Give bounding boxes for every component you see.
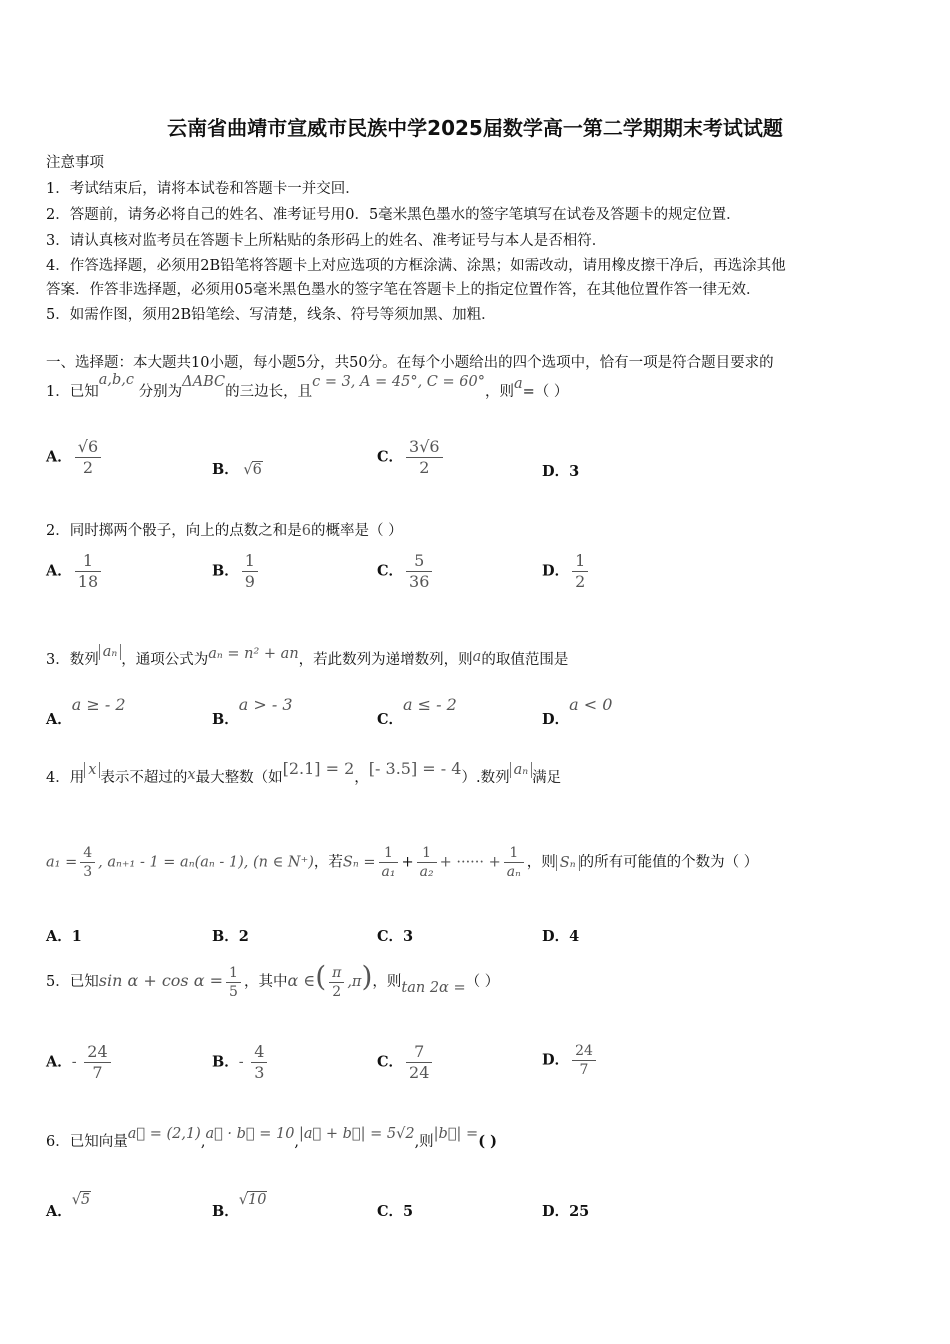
question-4: 4．用 x 表示不超过的x最大整数（如[2.1] = 2，[- 3.5] = - 4）.数列 aₙ 满足 <box>46 759 562 786</box>
q3-option-d[interactable]: D．a < 0 <box>542 695 613 728</box>
question-4-formula: a₁ = $\frac{4}{3}$ , aₙ₊₁ - 1 = aₙ(aₙ - 1), (n ∈ N⁺)，若Sₙ = $\frac{1}{\text{a₁}}$ + $\frac{1}{\text{a₂}}$ + ······ + $\frac{1}{\text{aₙ}}$ ，则 Sₙ 的所有可能值的个数为（ ） <box>46 845 759 880</box>
q3-option-b[interactable]: B．a > - 3 <box>212 695 293 728</box>
notice-item: 4．作答选择题，必须用2B铅笔将答题卡上对应选项的方框涂满、涂黑；如需改动，请用橡皮擦干净后，再选涂其他 <box>46 258 786 274</box>
q5-option-d[interactable]: D． $\frac{24}{7}$ <box>542 1042 599 1079</box>
q2-option-c[interactable]: C． $\frac{5}{36}$ <box>377 551 435 592</box>
q5-option-a[interactable]: A．- $\frac{24}{7}$ <box>46 1042 114 1083</box>
section-heading: 一、选择题：本大题共10小题，每小题5分，共50分。在每个小题给出的四个选项中，恰有一项是符合题目要求的 <box>46 355 774 371</box>
q1-option-b[interactable]: B． √6 <box>212 461 262 478</box>
q6-option-c[interactable]: C．5 <box>377 1203 414 1220</box>
question-5: 5．已知sin α + cos α = $\frac{1}{5}$ ，其中α ∈( $\frac{\pi}{2}$ ,π)，则tan 2α =（ ） <box>46 960 500 1000</box>
q4-option-b[interactable]: B．2 <box>212 928 249 945</box>
notice-item: 5．如需作图，须用2B铅笔绘、写清楚，线条、符号等须加黑、加粗． <box>46 307 496 323</box>
q1-option-a[interactable]: A． $\frac{√6}{2}$ <box>46 437 104 478</box>
q2-option-b[interactable]: B． $\frac{1}{9}$ <box>212 551 261 592</box>
q6-option-b[interactable]: B．√10 <box>212 1192 267 1220</box>
q3-option-c[interactable]: C．a ≤ - 2 <box>377 695 457 728</box>
q6-option-a[interactable]: A．√5 <box>46 1192 91 1220</box>
question-3: 3．数列 aₙ ，通项公式为aₙ = n² + an，若此数列为递增数列，则a的取值范围是 <box>46 644 569 668</box>
q4-option-c[interactable]: C．3 <box>377 928 414 945</box>
q1-option-c[interactable]: C． $\frac{3√6}{2}$ <box>377 437 446 478</box>
question-2: 2．同时掷两个骰子，向上的点数之和是6的概率是（ ） <box>46 523 403 539</box>
q5-option-b[interactable]: B．- $\frac{4}{3}$ <box>212 1042 270 1083</box>
q2-option-d[interactable]: D． $\frac{1}{2}$ <box>542 551 591 592</box>
notice-item: 3．请认真核对监考员在答题卡上所粘贴的条形码上的姓名、准考证号与本人是否相符． <box>46 233 607 249</box>
q6-option-d[interactable]: D．25 <box>542 1203 590 1220</box>
q5-option-c[interactable]: C． $\frac{7}{24}$ <box>377 1042 435 1083</box>
q1-option-d[interactable]: D．3 <box>542 463 580 480</box>
question-1: 1．已知a,b,c 分别为ΔABC的三边长，且c = 3, A = 45°, C = 60°，则a=（ ） <box>46 372 569 400</box>
notice-item: 2．答题前，请务必将自己的姓名、准考证号用0．5毫米黑色墨水的签字笔填写在试卷及答题卡的规定位置． <box>46 207 741 223</box>
page-title: 云南省曲靖市宣威市民族中学2025届数学高一第二学期期末考试试题 <box>167 116 783 140</box>
question-6: 6．已知向量a⃗ = (2,1),a⃗ · b⃗ = 10,|a⃗ + b⃗| = 5√2,则|b⃗| =( ) <box>46 1126 497 1150</box>
q4-option-d[interactable]: D．4 <box>542 928 580 945</box>
q3-option-a[interactable]: A．a ≥ - 2 <box>46 695 126 728</box>
notice-heading: 注意事项 <box>46 155 104 171</box>
q2-option-a[interactable]: A． $\frac{1}{18}$ <box>46 551 104 592</box>
q4-option-a[interactable]: A．1 <box>46 928 82 945</box>
notice-item: 1．考试结束后，请将本试卷和答题卡一并交回． <box>46 181 360 197</box>
notice-item: 答案．作答非选择题，必须用05毫米黑色墨水的签字笔在答题卡上的指定位置作答，在其他位置作答一律无效． <box>46 282 761 298</box>
